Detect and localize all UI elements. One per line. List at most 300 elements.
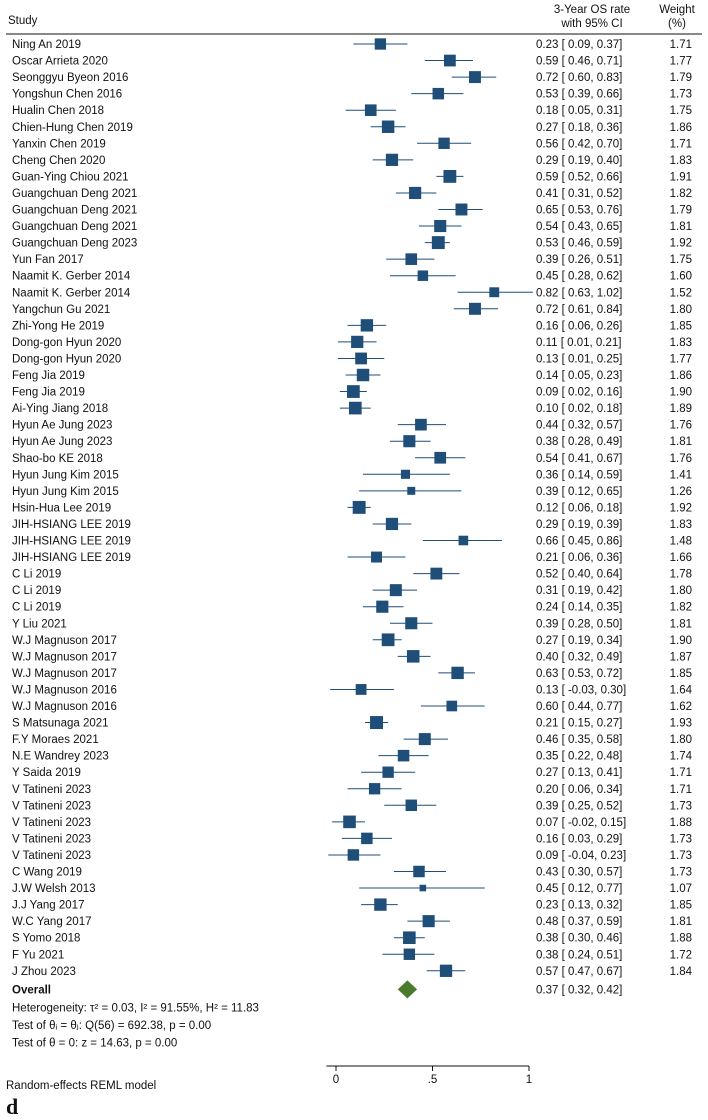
study-row	[12, 154, 692, 167]
panel-label: d	[6, 1094, 19, 1119]
study-ci: 0.09 [ -0.04, 0.23]	[536, 849, 627, 862]
study-weight: 1.81	[669, 618, 692, 631]
study-name: Cheng Chen 2020	[12, 154, 106, 167]
study-weight: 1.88	[669, 932, 692, 945]
study-weight-box	[374, 898, 386, 910]
study-row	[12, 568, 692, 581]
study-name: C Li 2019	[12, 585, 62, 598]
study-weight-box	[382, 767, 393, 778]
study-weight: 1.75	[669, 254, 692, 267]
study-row	[12, 633, 692, 646]
study-row	[12, 336, 692, 349]
study-weight-box	[446, 701, 457, 712]
study-weight-box	[370, 716, 383, 729]
study-row	[12, 319, 692, 332]
header-effect-line1: 3-Year OS rate	[553, 4, 631, 16]
study-ci: 0.39 [ 0.12, 0.65]	[536, 485, 623, 498]
study-row	[12, 684, 693, 696]
overall-label: Overall	[12, 984, 51, 997]
study-ci: 0.52 [ 0.40, 0.64]	[536, 568, 623, 581]
study-weight: 1.79	[669, 72, 692, 85]
study-row	[12, 800, 692, 813]
study-weight: 1.76	[669, 452, 692, 465]
study-weight: 1.60	[669, 270, 692, 283]
study-rows	[12, 38, 693, 977]
study-ci: 0.72 [ 0.61, 0.84]	[536, 303, 623, 316]
study-row	[12, 419, 692, 432]
study-name: F Yu 2021	[12, 949, 65, 962]
study-row	[12, 353, 692, 366]
study-name: Naamit K. Gerber 2014	[12, 270, 131, 283]
study-weight: 1.64	[669, 684, 692, 697]
study-name: J.J Yang 2017	[12, 899, 85, 912]
study-weight-box	[423, 915, 435, 927]
study-weight: 1.76	[669, 419, 692, 432]
study-name: Hualin Chen 2018	[12, 105, 105, 118]
study-weight: 1.89	[669, 403, 692, 416]
study-row	[12, 931, 692, 944]
study-row	[12, 584, 692, 597]
study-weight: 1.90	[669, 386, 692, 399]
study-weight-box	[357, 369, 369, 381]
study-ci: 0.57 [ 0.47, 0.67]	[536, 965, 623, 978]
study-row	[12, 965, 693, 978]
study-weight-box	[356, 684, 367, 695]
study-weight: 1.78	[669, 568, 692, 581]
study-row	[12, 88, 692, 101]
study-weight: 1.80	[669, 734, 692, 747]
study-name: V Tatineni 2023	[12, 816, 92, 829]
x-tick-label: .5	[427, 1074, 438, 1086]
study-weight-box	[376, 601, 388, 613]
study-row	[12, 187, 692, 200]
study-name: W.J Magnuson 2017	[12, 667, 117, 680]
study-name: Oscar Arrieta 2020	[12, 55, 108, 68]
study-name: Shao-bo KE 2018	[12, 452, 103, 465]
heterogeneity-stat: Heterogeneity: τ² = 0.03, I² = 91.55%, H² = 11.83	[12, 1002, 259, 1015]
study-weight: 1.62	[669, 701, 692, 713]
study-weight: 1.90	[669, 634, 692, 647]
study-weight-box	[434, 220, 446, 232]
study-name: S Matsunaga 2021	[12, 717, 109, 730]
overall-diamond	[398, 980, 417, 998]
study-weight: 1.92	[669, 237, 692, 250]
study-name: Guangchuan Deng 2021	[12, 204, 138, 217]
study-weight-box	[415, 419, 427, 431]
study-row	[12, 435, 692, 448]
header-effect-line2: with 95% CI	[561, 18, 623, 30]
study-name: Feng Jia 2019	[12, 370, 85, 382]
study-weight-box	[489, 287, 499, 297]
x-tick-label: 1	[525, 1074, 533, 1086]
study-name: F.Y Moraes 2021	[12, 734, 99, 747]
study-weight: 1.83	[669, 336, 692, 349]
study-name: Hsin-Hua Lee 2019	[12, 502, 112, 515]
study-ci: 0.14 [ 0.05, 0.23]	[536, 370, 623, 382]
study-weight-box	[419, 733, 431, 745]
study-weight: 1.71	[669, 767, 692, 780]
study-weight-box	[405, 617, 417, 629]
study-weight-box	[403, 931, 416, 944]
study-row	[12, 220, 692, 233]
study-weight-box	[438, 138, 449, 149]
study-weight-box	[398, 750, 410, 762]
study-weight: 1.26	[669, 485, 692, 498]
study-weight-box	[343, 816, 356, 829]
study-row	[12, 716, 692, 729]
study-row	[12, 833, 692, 846]
study-name: V Tatineni 2023	[12, 783, 92, 796]
study-ci: 0.39 [ 0.26, 0.51]	[536, 254, 623, 267]
header-study: Study	[8, 15, 38, 27]
study-ci: 0.11 [ 0.01, 0.21]	[536, 336, 622, 349]
study-weight: 1.86	[669, 121, 692, 134]
study-weight-box	[382, 121, 394, 133]
study-weight-box	[409, 187, 421, 199]
x-tick-label: 0	[332, 1074, 340, 1086]
study-row	[12, 518, 692, 531]
study-row	[12, 949, 692, 962]
study-weight-box	[418, 270, 429, 281]
study-name: Ning An 2019	[12, 39, 82, 51]
study-name: W.J Magnuson 2016	[12, 684, 117, 697]
study-ci: 0.40 [ 0.32, 0.49]	[536, 651, 623, 664]
study-weight: 1.77	[669, 353, 692, 366]
study-name: S Yomo 2018	[12, 932, 81, 945]
study-weight-box	[469, 71, 481, 83]
study-row	[12, 138, 692, 151]
study-ci: 0.23 [ 0.09, 0.37]	[536, 39, 623, 51]
study-weight-box	[369, 783, 380, 794]
study-row	[12, 204, 692, 217]
study-weight: 1.66	[669, 552, 692, 565]
study-weight-box	[347, 385, 360, 398]
study-weight: 1.52	[669, 287, 692, 300]
study-weight-box	[390, 584, 402, 596]
study-row	[12, 501, 692, 514]
study-ci: 0.53 [ 0.39, 0.66]	[536, 88, 623, 101]
study-weight-box	[386, 154, 398, 166]
study-row	[12, 617, 692, 630]
study-weight-box	[407, 487, 415, 495]
study-weight-box	[353, 501, 366, 514]
study-ci: 0.24 [ 0.14, 0.35]	[536, 601, 623, 614]
study-weight-box	[386, 518, 398, 530]
study-name: V Tatineni 2023	[12, 849, 92, 862]
study-ci: 0.38 [ 0.30, 0.46]	[536, 932, 623, 945]
study-weight-box	[406, 800, 417, 811]
study-name: Guangchuan Deng 2023	[12, 237, 138, 250]
study-name: Feng Jia 2019	[12, 386, 85, 399]
study-ci: 0.36 [ 0.14, 0.59]	[536, 469, 623, 482]
study-row	[12, 750, 693, 763]
study-name: Y Liu 2021	[12, 618, 67, 631]
study-weight: 1.91	[669, 171, 692, 184]
study-ci: 0.18 [ 0.05, 0.31]	[536, 105, 623, 118]
study-ci: 0.16 [ 0.03, 0.29]	[536, 833, 623, 846]
study-weight-box	[451, 667, 463, 679]
study-row	[12, 915, 692, 928]
study-ci: 0.65 [ 0.53, 0.76]	[536, 204, 623, 217]
study-ci: 0.53 [ 0.46, 0.59]	[536, 237, 623, 250]
study-ci: 0.82 [ 0.63, 1.02]	[536, 287, 623, 300]
study-weight-box	[349, 402, 362, 415]
study-ci: 0.59 [ 0.52, 0.66]	[536, 171, 623, 184]
study-ci: 0.09 [ 0.02, 0.16]	[536, 386, 623, 399]
study-ci: 0.07 [ -0.02, 0.15]	[536, 816, 627, 829]
study-weight: 1.83	[669, 154, 692, 167]
study-ci: 0.29 [ 0.19, 0.39]	[536, 518, 623, 531]
study-weight-box	[432, 236, 445, 249]
study-ci: 0.13 [ 0.01, 0.25]	[536, 353, 623, 366]
header-weight-line2: (%)	[668, 18, 686, 30]
study-ci: 0.56 [ 0.42, 0.70]	[536, 138, 623, 151]
study-weight: 1.86	[669, 370, 692, 382]
study-weight-box	[434, 452, 446, 464]
study-weight-box	[348, 849, 359, 860]
study-weight: 1.75	[669, 105, 692, 118]
study-weight: 1.93	[669, 717, 692, 730]
study-name: Ai-Ying Jiang 2018	[12, 403, 109, 416]
study-weight: 1.85	[669, 899, 692, 912]
study-row	[12, 170, 692, 183]
study-weight-box	[443, 170, 456, 183]
study-weight-box	[375, 38, 386, 49]
study-ci: 0.54 [ 0.43, 0.65]	[536, 221, 623, 234]
study-name: JIH-HSIANG LEE 2019	[12, 552, 131, 565]
study-weight: 1.82	[669, 187, 692, 200]
study-weight: 1.71	[669, 138, 692, 151]
study-ci: 0.13 [ -0.03, 0.30]	[536, 684, 627, 697]
study-row	[12, 486, 692, 498]
study-ci: 0.46 [ 0.35, 0.58]	[536, 734, 623, 747]
study-row	[12, 849, 692, 862]
study-row	[12, 55, 692, 68]
study-ci: 0.48 [ 0.37, 0.59]	[536, 916, 623, 929]
study-row	[12, 303, 692, 316]
study-ci: 0.45 [ 0.12, 0.77]	[536, 883, 623, 896]
study-row	[12, 783, 692, 796]
study-weight: 1.79	[669, 204, 692, 217]
study-weight: 1.07	[669, 883, 692, 896]
study-weight-box	[440, 965, 452, 977]
study-row	[12, 71, 692, 84]
study-ci: 0.59 [ 0.46, 0.71]	[536, 55, 623, 68]
study-name: Hyun Jung Kim 2015	[12, 469, 119, 482]
study-ci: 0.27 [ 0.18, 0.36]	[536, 121, 623, 134]
study-row	[12, 701, 692, 713]
study-row	[12, 667, 692, 680]
study-row	[12, 104, 692, 117]
study-name: V Tatineni 2023	[12, 833, 92, 846]
study-weight-box	[420, 885, 427, 892]
study-row	[12, 733, 692, 746]
study-name: C Wang 2019	[12, 866, 82, 879]
study-name: Guan-Ying Chiou 2021	[12, 171, 129, 184]
study-name: Yongshun Chen 2016	[12, 88, 123, 101]
study-name: W.J Magnuson 2017	[12, 634, 117, 647]
study-name: JIH-HSIANG LEE 2019	[12, 518, 131, 531]
study-row	[12, 402, 692, 415]
study-row	[12, 270, 692, 282]
study-row	[12, 369, 692, 382]
study-name: C Li 2019	[12, 601, 62, 614]
study-weight: 1.77	[669, 55, 692, 68]
study-name: Y Saida 2019	[12, 767, 81, 780]
study-weight-box	[413, 866, 424, 877]
model-note: Random-effects REML model	[6, 1080, 157, 1092]
study-weight: 1.87	[669, 651, 692, 664]
study-weight-box	[403, 435, 415, 447]
study-weight: 1.71	[669, 783, 692, 796]
study-weight: 1.84	[669, 965, 692, 978]
study-name: Guangchuan Deng 2021	[12, 187, 138, 200]
study-name: Naamit K. Gerber 2014	[12, 287, 131, 300]
study-weight: 1.81	[669, 436, 692, 449]
study-weight-box	[355, 353, 367, 365]
study-row	[12, 650, 692, 663]
study-ci: 0.10 [ 0.02, 0.18]	[536, 403, 623, 416]
study-weight: 1.82	[669, 601, 692, 614]
study-name: Dong-gon Hyun 2020	[12, 336, 122, 349]
study-name: V Tatineni 2023	[12, 800, 92, 813]
study-weight-box	[361, 319, 373, 331]
study-weight-box	[455, 204, 467, 216]
study-row	[12, 287, 692, 299]
study-weight-box	[469, 303, 481, 315]
overall-ci: 0.37 [ 0.32, 0.42]	[536, 984, 623, 997]
study-weight: 1.88	[669, 816, 692, 829]
study-weight-box	[361, 833, 372, 844]
study-name: Yun Fan 2017	[12, 254, 84, 267]
study-weight-box	[371, 552, 382, 563]
study-row	[12, 866, 692, 879]
study-weight: 1.81	[669, 916, 692, 929]
study-name: Chien-Hung Chen 2019	[12, 121, 133, 134]
study-weight-box	[459, 536, 469, 546]
study-weight: 1.73	[669, 849, 692, 862]
study-ci: 0.44 [ 0.32, 0.57]	[536, 419, 623, 432]
study-row	[12, 767, 692, 780]
study-ci: 0.72 [ 0.60, 0.83]	[536, 72, 623, 85]
study-weight: 1.73	[669, 800, 692, 813]
study-weight: 1.48	[669, 535, 692, 548]
study-row	[12, 898, 692, 911]
study-ci: 0.41 [ 0.31, 0.52]	[536, 187, 623, 200]
x-axis	[326, 1066, 532, 1086]
study-weight: 1.81	[669, 221, 692, 234]
study-row	[12, 536, 692, 548]
header-weight-line1: Weight	[659, 4, 695, 16]
study-ci: 0.38 [ 0.28, 0.49]	[536, 436, 623, 449]
study-weight: 1.83	[669, 518, 692, 531]
study-row	[12, 121, 692, 134]
study-name: JIH-HSIANG LEE 2019	[12, 535, 131, 548]
study-ci: 0.21 [ 0.06, 0.36]	[536, 552, 623, 565]
study-weight: 1.73	[669, 866, 692, 879]
study-weight-box	[365, 104, 377, 116]
study-ci: 0.54 [ 0.41, 0.67]	[536, 452, 623, 465]
z-test-stat: Test of θ = 0: z = 14.63, p = 0.00	[12, 1037, 178, 1050]
study-ci: 0.23 [ 0.13, 0.32]	[536, 899, 623, 912]
study-ci: 0.38 [ 0.24, 0.51]	[536, 949, 623, 962]
study-name: Hyun Ae Jung 2023	[12, 419, 113, 432]
study-ci: 0.39 [ 0.25, 0.52]	[536, 800, 623, 813]
study-name: J.W Welsh 2013	[12, 883, 96, 896]
study-name: W.C Yang 2017	[12, 916, 92, 929]
study-weight-box	[430, 568, 442, 580]
study-weight-box	[407, 650, 420, 663]
study-row	[12, 601, 692, 614]
study-name: C Li 2019	[12, 568, 62, 581]
q-test-stat: Test of θᵢ = θⱼ: Q(56) = 692.38, p = 0.00	[12, 1019, 212, 1032]
study-name: Yanxin Chen 2019	[12, 138, 106, 151]
study-name: Zhi-Yong He 2019	[12, 320, 105, 333]
study-ci: 0.35 [ 0.22, 0.48]	[536, 750, 623, 763]
study-weight: 1.71	[669, 39, 692, 51]
study-row	[12, 236, 692, 249]
study-name: Hyun Ae Jung 2023	[12, 436, 113, 449]
study-name: W.J Magnuson 2017	[12, 651, 117, 664]
study-weight: 1.80	[669, 303, 692, 316]
study-row	[12, 816, 692, 829]
study-weight: 1.73	[669, 88, 692, 101]
study-weight-box	[382, 633, 395, 646]
study-row	[12, 385, 692, 398]
study-ci: 0.27 [ 0.13, 0.41]	[536, 767, 623, 780]
study-name: Guangchuan Deng 2021	[12, 221, 138, 234]
study-ci: 0.21 [ 0.15, 0.27]	[536, 717, 623, 730]
study-ci: 0.16 [ 0.06, 0.26]	[536, 320, 623, 333]
study-weight-box	[401, 470, 410, 479]
study-row	[12, 469, 692, 481]
study-weight: 1.92	[669, 502, 692, 515]
study-weight: 1.73	[669, 833, 692, 846]
study-weight: 1.74	[669, 750, 692, 763]
study-row	[12, 883, 692, 895]
study-ci: 0.12 [ 0.06, 0.18]	[536, 502, 623, 515]
study-name: W.J Magnuson 2016	[12, 701, 117, 713]
study-weight-box	[433, 88, 444, 99]
study-ci: 0.31 [ 0.19, 0.42]	[536, 585, 623, 598]
study-row	[12, 452, 692, 465]
study-ci: 0.29 [ 0.19, 0.40]	[536, 154, 623, 167]
study-ci: 0.63 [ 0.53, 0.72]	[536, 667, 623, 680]
study-weight-box	[444, 55, 456, 67]
study-row	[12, 253, 692, 266]
study-weight: 1.85	[669, 667, 692, 680]
study-name: J Zhou 2023	[12, 965, 76, 978]
study-ci: 0.27 [ 0.19, 0.34]	[536, 634, 623, 647]
study-ci: 0.43 [ 0.30, 0.57]	[536, 866, 623, 879]
study-ci: 0.20 [ 0.06, 0.34]	[536, 783, 623, 796]
study-ci: 0.66 [ 0.45, 0.86]	[536, 535, 623, 548]
study-weight: 1.80	[669, 585, 692, 598]
study-weight-box	[404, 949, 415, 960]
study-name: Yangchun Gu 2021	[12, 303, 111, 316]
study-weight-box	[405, 253, 417, 265]
study-name: Hyun Jung Kim 2015	[12, 485, 119, 498]
study-name: Seonggyu Byeon 2016	[12, 72, 129, 85]
study-weight: 1.72	[669, 949, 692, 962]
study-ci: 0.39 [ 0.28, 0.50]	[536, 618, 623, 631]
study-row	[12, 552, 692, 564]
study-row	[12, 38, 692, 51]
study-ci: 0.60 [ 0.44, 0.77]	[536, 701, 623, 713]
study-weight: 1.41	[669, 469, 692, 482]
study-name: N.E Wandrey 2023	[12, 750, 109, 763]
study-ci: 0.45 [ 0.28, 0.62]	[536, 270, 623, 283]
